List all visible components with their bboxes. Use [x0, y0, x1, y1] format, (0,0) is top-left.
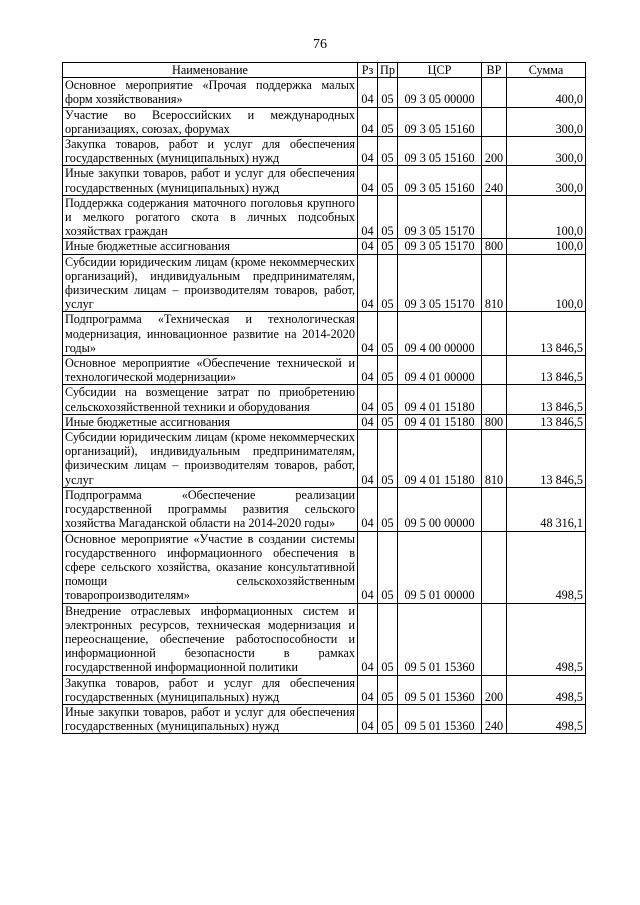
cell-sum: 498,5: [507, 603, 586, 675]
cell-sum: 300,0: [507, 137, 586, 166]
cell-sum: 498,5: [507, 704, 586, 733]
table-row: [63, 78, 586, 107]
cell-sum: 100,0: [507, 195, 586, 239]
table-header-row: [63, 63, 586, 78]
cell-pr: 05: [378, 430, 398, 488]
cell-rz: 04: [358, 107, 378, 136]
table-row: [63, 137, 586, 166]
cell-name: Закупка товаров, работ и услуг для обеспечения государственных (муниципальных) нужд: [63, 137, 358, 166]
table-row: [63, 430, 586, 488]
cell-rz: 04: [358, 254, 378, 312]
cell-name: Субсидии юридическим лицам (кроме некоммерческих организаций), индивидуальным предпринимателям, физическим лицам – производителям товаров, работ, услуг: [63, 430, 358, 488]
cell-name: Внедрение отраслевых информационных систем и электронных ресурсов, техническая модернизация и переоснащение, обеспечение работоспособности и информационной безопасности в рамках государственной информационной политики: [63, 603, 358, 675]
cell-rz: 04: [358, 675, 378, 704]
cell-vr: [482, 78, 507, 107]
cell-rz: 04: [358, 239, 378, 254]
table-row: [63, 385, 586, 414]
cell-pr: 05: [378, 239, 398, 254]
cell-vr: 240: [482, 704, 507, 733]
cell-pr: 05: [378, 704, 398, 733]
cell-rz: 04: [358, 137, 378, 166]
cell-pr: 05: [378, 137, 398, 166]
table-row: [63, 603, 586, 675]
cell-csr: 09 4 01 15180: [398, 430, 482, 488]
table-row: [63, 254, 586, 312]
cell-sum: 48 316,1: [507, 487, 586, 531]
cell-vr: [482, 487, 507, 531]
cell-rz: 04: [358, 430, 378, 488]
cell-rz: 04: [358, 704, 378, 733]
cell-pr: 05: [378, 195, 398, 239]
cell-pr: 05: [378, 254, 398, 312]
header-sum: Сумма: [507, 63, 586, 78]
header-rz: Рз: [358, 63, 378, 78]
header-vr: ВР: [482, 63, 507, 78]
cell-name: Субсидии на возмещение затрат по приобретению сельскохозяйственной техники и оборудования: [63, 385, 358, 414]
table-row: [63, 312, 586, 356]
cell-csr: 09 3 05 15170: [398, 195, 482, 239]
table-row: [63, 356, 586, 385]
cell-pr: 05: [378, 603, 398, 675]
cell-vr: 800: [482, 239, 507, 254]
cell-vr: 810: [482, 430, 507, 488]
cell-csr: 09 5 01 15360: [398, 675, 482, 704]
cell-csr: 09 3 05 15160: [398, 166, 482, 195]
cell-pr: 05: [378, 385, 398, 414]
cell-csr: 09 4 01 15180: [398, 414, 482, 429]
cell-vr: [482, 107, 507, 136]
cell-sum: 498,5: [507, 531, 586, 603]
cell-name: Иные закупки товаров, работ и услуг для обеспечения государственных (муниципальных) нужд: [63, 704, 358, 733]
cell-name: Иные бюджетные ассигнования: [63, 414, 358, 429]
cell-sum: 300,0: [507, 107, 586, 136]
cell-vr: [482, 603, 507, 675]
cell-pr: 05: [378, 166, 398, 195]
cell-name: Подпрограмма «Обеспечение реализации государственной программы развития сельского хозяйства Магаданской области на 2014-2020 годы»: [63, 487, 358, 531]
table-row: [63, 531, 586, 603]
cell-name: Подпрограмма «Техническая и технологическая модернизация, инновационное развитие на 2014-2020 годы»: [63, 312, 358, 356]
cell-vr: 800: [482, 414, 507, 429]
cell-csr: 09 4 01 15180: [398, 385, 482, 414]
cell-rz: 04: [358, 166, 378, 195]
cell-sum: 300,0: [507, 166, 586, 195]
table-row: [63, 107, 586, 136]
cell-csr: 09 3 05 15160: [398, 137, 482, 166]
cell-csr: 09 3 05 00000: [398, 78, 482, 107]
table-row: [63, 166, 586, 195]
cell-rz: 04: [358, 414, 378, 429]
table-row: [63, 239, 586, 254]
cell-sum: 13 846,5: [507, 356, 586, 385]
cell-rz: 04: [358, 78, 378, 107]
cell-name: Иные бюджетные ассигнования: [63, 239, 358, 254]
table-row: [63, 704, 586, 733]
cell-csr: 09 5 01 00000: [398, 531, 482, 603]
table-row: [63, 487, 586, 531]
table-row: [63, 675, 586, 704]
table-row: [63, 195, 586, 239]
cell-pr: 05: [378, 414, 398, 429]
cell-vr: 200: [482, 675, 507, 704]
cell-sum: 13 846,5: [507, 414, 586, 429]
cell-pr: 05: [378, 78, 398, 107]
cell-rz: 04: [358, 603, 378, 675]
cell-name: Участие во Всероссийских и международных организациях, союзах, форумах: [63, 107, 358, 136]
cell-vr: [482, 356, 507, 385]
cell-vr: [482, 385, 507, 414]
cell-pr: 05: [378, 487, 398, 531]
cell-pr: 05: [378, 675, 398, 704]
cell-pr: 05: [378, 356, 398, 385]
cell-vr: 810: [482, 254, 507, 312]
cell-sum: 100,0: [507, 239, 586, 254]
cell-vr: [482, 531, 507, 603]
header-csr: ЦСР: [398, 63, 482, 78]
header-pr: Пр: [378, 63, 398, 78]
cell-name: Основное мероприятие «Участие в создании системы государственного информационного обеспечения в сфере сельского хозяйства, оказание консультативной помощи сельскохозяйственным товаропроизводителям»: [63, 531, 358, 603]
cell-vr: [482, 312, 507, 356]
cell-rz: 04: [358, 531, 378, 603]
cell-csr: 09 5 01 15360: [398, 704, 482, 733]
cell-sum: 400,0: [507, 78, 586, 107]
cell-pr: 05: [378, 531, 398, 603]
cell-pr: 05: [378, 312, 398, 356]
cell-csr: 09 3 05 15160: [398, 107, 482, 136]
header-name: Наименование: [63, 63, 358, 78]
cell-vr: 200: [482, 137, 507, 166]
cell-rz: 04: [358, 356, 378, 385]
cell-name: Основное мероприятие «Прочая поддержка малых форм хозяйствования»: [63, 78, 358, 107]
cell-name: Поддержка содержания маточного поголовья крупного и мелкого рогатого скота в личных подсобных хозяйствах граждан: [63, 195, 358, 239]
cell-sum: 498,5: [507, 675, 586, 704]
cell-rz: 04: [358, 487, 378, 531]
budget-table: [62, 62, 586, 734]
cell-csr: 09 4 01 00000: [398, 356, 482, 385]
page-number: 76: [313, 37, 327, 52]
cell-rz: 04: [358, 312, 378, 356]
cell-vr: [482, 195, 507, 239]
cell-sum: 100,0: [507, 254, 586, 312]
cell-csr: 09 3 05 15170: [398, 254, 482, 312]
cell-pr: 05: [378, 107, 398, 136]
cell-sum: 13 846,5: [507, 385, 586, 414]
cell-csr: 09 5 00 00000: [398, 487, 482, 531]
cell-name: Закупка товаров, работ и услуг для обеспечения государственных (муниципальных) нужд: [63, 675, 358, 704]
cell-csr: 09 3 05 15170: [398, 239, 482, 254]
cell-name: Основное мероприятие «Обеспечение технической и технологической модернизации»: [63, 356, 358, 385]
cell-rz: 04: [358, 195, 378, 239]
cell-csr: 09 5 01 15360: [398, 603, 482, 675]
cell-name: Субсидии юридическим лицам (кроме некоммерческих организаций), индивидуальным предпринимателям, физическим лицам – производителям товаров, работ, услуг: [63, 254, 358, 312]
cell-name: Иные закупки товаров, работ и услуг для обеспечения государственных (муниципальных) нужд: [63, 166, 358, 195]
cell-rz: 04: [358, 385, 378, 414]
cell-sum: 13 846,5: [507, 312, 586, 356]
table-row: [63, 414, 586, 429]
cell-sum: 13 846,5: [507, 430, 586, 488]
cell-vr: 240: [482, 166, 507, 195]
cell-csr: 09 4 00 00000: [398, 312, 482, 356]
